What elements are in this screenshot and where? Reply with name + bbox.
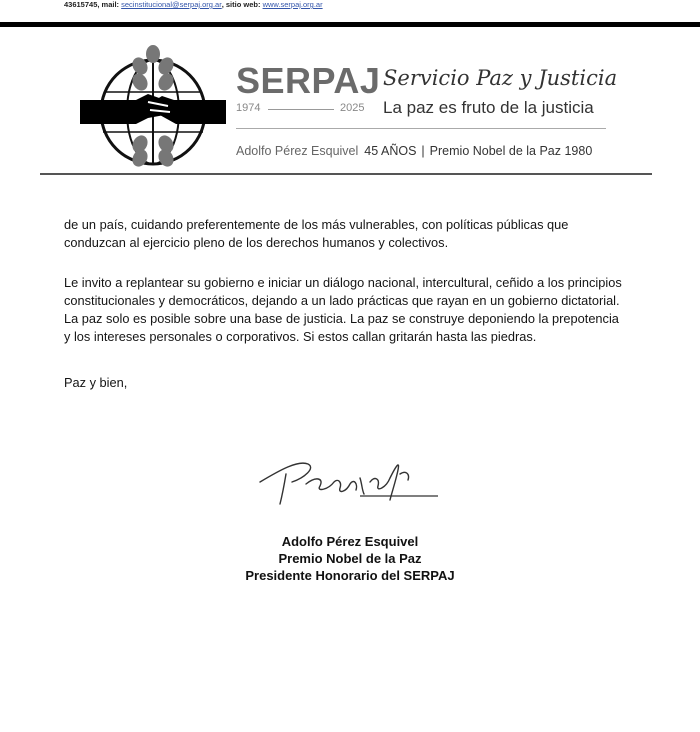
anniversary: 45 AÑOS xyxy=(364,144,417,158)
year-start: 1974 xyxy=(236,102,261,114)
contact-email-link[interactable]: secinstitucional@serpaj.org.ar xyxy=(121,0,222,9)
header-divider xyxy=(40,173,652,175)
signatory-title: Premio Nobel de la Paz xyxy=(278,551,422,566)
top-divider xyxy=(0,22,700,27)
contact-phone: 43615745, mail: xyxy=(64,0,122,9)
signature-icon xyxy=(250,448,450,508)
header-thin-divider xyxy=(236,128,606,129)
letter-paragraph-1: de un país, cuidando preferentemente de los más vulnerables, con políticas públicas que conduzcan al ejercicio pleno de los derechos humanos y colectivos. xyxy=(64,217,569,250)
letter-paragraph-2: Le invito a replantear su gobierno e iniciar un diálogo nacional, intercultural, ceñido a los principios constitucionales y democráticos, dejando a un lado prácticas que rayan en un gobierno dictatorial. La paz solo es posible sobre una base de justicia. La paz se construye deponiendo la prepotencia y los intereses personales o corporativos. Si estos callan gritarán hasta las piedras. xyxy=(64,275,622,344)
year-end: 2025 xyxy=(340,102,365,114)
year-divider xyxy=(268,109,334,110)
founder-name: Adolfo Pérez Esquivel xyxy=(236,144,359,158)
contact-line xyxy=(64,0,664,10)
nobel-award: Premio Nobel de la Paz 1980 xyxy=(429,144,593,158)
brand-motto: La paz es fruto de la justicia xyxy=(383,98,594,117)
brand-name: SERPAJ xyxy=(236,60,381,101)
letter-closing: Paz y bien, xyxy=(64,375,128,390)
signatory-name: Adolfo Pérez Esquivel xyxy=(281,534,419,549)
subline-separator: | xyxy=(421,144,425,158)
serpaj-logo-icon xyxy=(78,44,228,176)
signature-block xyxy=(200,533,500,584)
contact-web-label: , sitio web: xyxy=(221,0,263,9)
signatory-role: Presidente Honorario del SERPAJ xyxy=(245,568,455,583)
brand-tagline: Servicio Paz y Justicia xyxy=(383,66,618,90)
contact-website-link[interactable]: www.serpaj.org.ar xyxy=(262,0,323,9)
header-subline xyxy=(236,144,592,158)
